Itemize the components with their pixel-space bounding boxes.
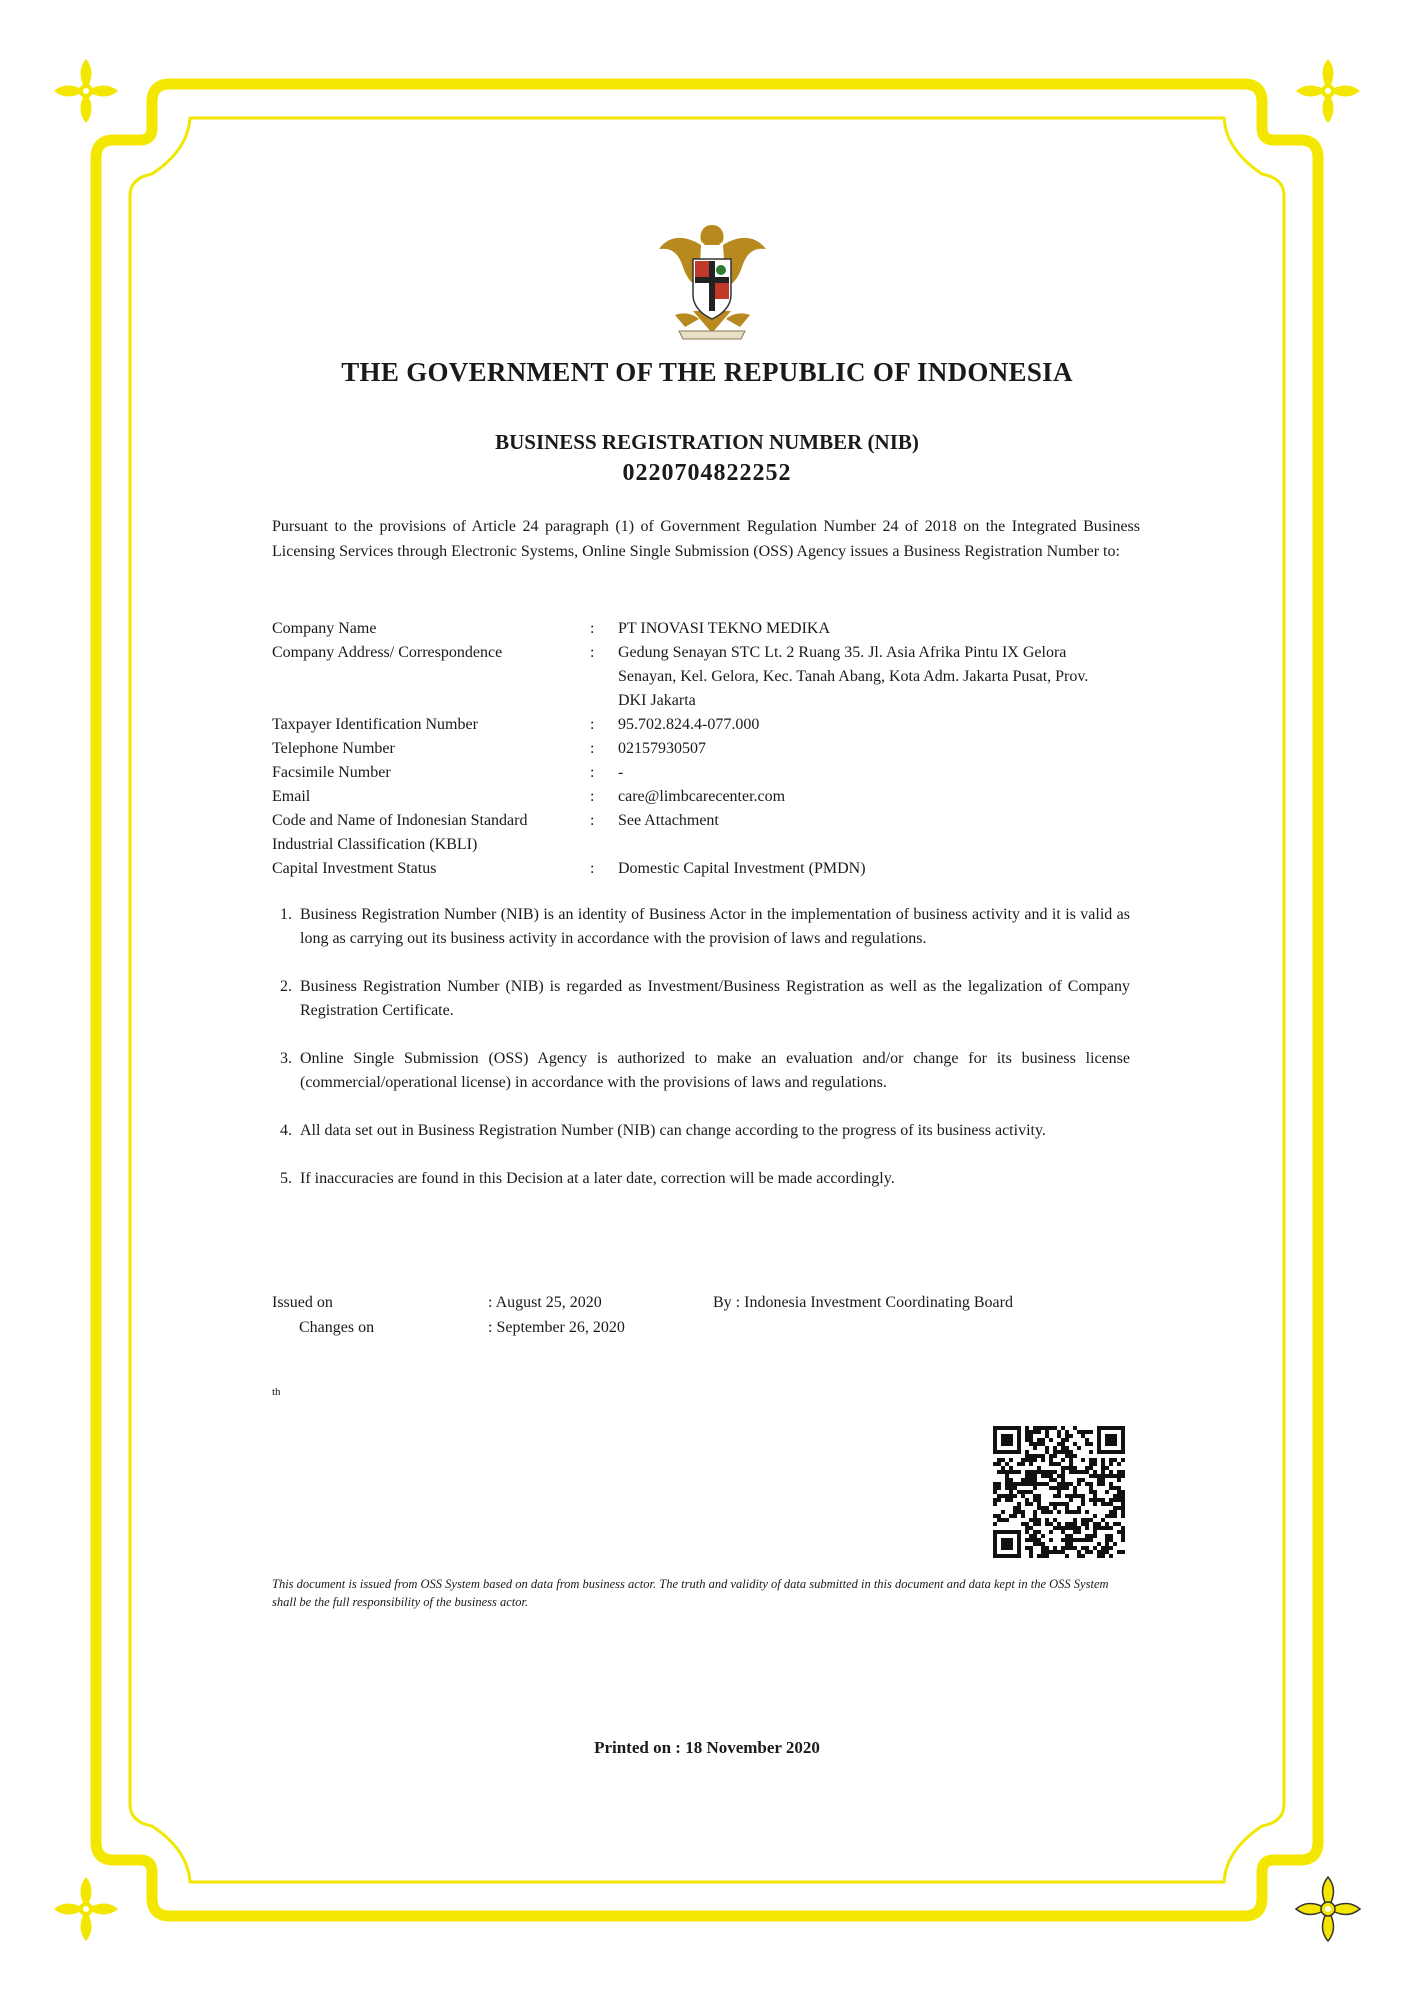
field-label: Telephone Number: [272, 740, 395, 757]
list-item: [280, 1119, 1130, 1143]
field-label: Company Name: [272, 620, 377, 637]
term-text: Business Registration Number (NIB) is regarded as Investment/Business Registration as well as the legalization of Company Registration Certificate.: [300, 978, 1130, 1019]
garuda-emblem-icon: [655, 215, 770, 345]
document-title: THE GOVERNMENT OF THE REPUBLIC OF INDONESIA: [341, 357, 1073, 387]
field-label: Code and Name of Indonesian Standard Industrial Classification (KBLI): [272, 812, 528, 853]
corner-ornament-top-left-icon: [50, 55, 122, 127]
field-colon: :: [590, 812, 595, 829]
list-item: [280, 1167, 1130, 1191]
term-number: 1.: [280, 906, 292, 923]
issue-details: [272, 1290, 1140, 1340]
corner-ornament-top-right-icon: [1292, 55, 1364, 127]
corner-ornament-bottom-left-icon: [50, 1873, 122, 1945]
th-mark: th: [272, 1386, 281, 1398]
field-label: Taxpayer Identification Number: [272, 716, 478, 733]
field-row: [272, 761, 1140, 785]
nib-label: BUSINESS REGISTRATION NUMBER (NIB): [495, 430, 919, 454]
field-colon: :: [590, 764, 595, 781]
issuer: By : Indonesia Investment Coordinating Board: [713, 1294, 1013, 1311]
list-item: [280, 1047, 1130, 1095]
term-text: Business Registration Number (NIB) is an identity of Business Actor in the implementation of business activity and it is valid as long as carrying out its business activity in accordance with the provision of laws and regulations.: [300, 906, 1130, 947]
field-row: [272, 785, 1140, 809]
field-label: Company Address/ Correspondence: [272, 644, 503, 661]
term-text: If inaccuracies are found in this Decision at a later date, correction will be made accordingly.: [300, 1170, 895, 1187]
list-item: [280, 903, 1130, 951]
field-colon: :: [590, 788, 595, 805]
field-value: Gedung Senayan STC Lt. 2 Ruang 35. Jl. Asia Afrika Pintu IX Gelora Senayan, Kel. Gelora, Kec. Tanah Abang, Kota Adm. Jakarta Pusat, Prov. DKI Jakarta: [618, 644, 1089, 709]
field-row: [272, 809, 1140, 857]
field-row: [272, 857, 1140, 881]
field-value: -: [618, 764, 624, 781]
changes-date: : September 26, 2020: [488, 1319, 625, 1336]
field-value: Domestic Capital Investment (PMDN): [618, 860, 866, 877]
field-label: Facsimile Number: [272, 764, 391, 781]
disclaimer: This document is issued from OSS System based on data from business actor. The truth and validity of data submitted in this document and data kept in the OSS System shall be the full responsibility of the business actor.: [272, 1577, 1109, 1609]
field-label: Capital Investment Status: [272, 860, 437, 877]
field-value: See Attachment: [618, 812, 719, 829]
term-number: 2.: [280, 978, 292, 995]
field-colon: :: [590, 860, 595, 877]
field-colon: :: [590, 716, 595, 733]
issued-label: Issued on: [272, 1294, 333, 1311]
term-text: Online Single Submission (OSS) Agency is authorized to make an evaluation and/or change for its business license (commercial/operational license) in accordance with the provisions of laws and regulations.: [300, 1050, 1130, 1091]
nib-number: 0220704822252: [622, 460, 792, 486]
field-row: [272, 617, 1140, 641]
field-row: [272, 641, 1140, 713]
issued-row: [272, 1290, 1140, 1315]
issued-date: : August 25, 2020: [488, 1294, 602, 1311]
company-fields: [272, 617, 1140, 881]
term-number: 4.: [280, 1122, 292, 1139]
field-colon: :: [590, 644, 595, 661]
list-item: [280, 975, 1130, 1023]
field-value: PT INOVASI TEKNO MEDIKA: [618, 620, 831, 637]
corner-ornament-bottom-right-icon: [1292, 1873, 1364, 1945]
changes-row: [272, 1315, 1140, 1340]
field-row: [272, 713, 1140, 737]
printed-date: Printed on : 18 November 2020: [594, 1738, 820, 1757]
field-value: 02157930507: [618, 740, 706, 757]
intro-paragraph: Pursuant to the provisions of Article 24 paragraph (1) of Government Regulation Number 24 of 2018 on the Integrated Business Licensing Services through Electronic Systems, Online Single Submission (OSS) Agency issues a Business Registration Number to:: [272, 518, 1140, 560]
email-value: care@limbcarecenter.com: [618, 788, 786, 805]
term-number: 3.: [280, 1050, 292, 1067]
field-colon: :: [590, 740, 595, 757]
field-value: 95.702.824.4-077.000: [618, 716, 760, 733]
field-colon: :: [590, 620, 595, 637]
field-row: [272, 737, 1140, 761]
term-text: All data set out in Business Registration Number (NIB) can change according to the progress of its business activity.: [300, 1122, 1046, 1139]
term-number: 5.: [280, 1170, 292, 1187]
field-label: Email: [272, 788, 311, 805]
qr-code-icon: [993, 1426, 1125, 1558]
changes-label: Changes on: [299, 1319, 375, 1336]
terms-list: [280, 903, 1130, 1215]
